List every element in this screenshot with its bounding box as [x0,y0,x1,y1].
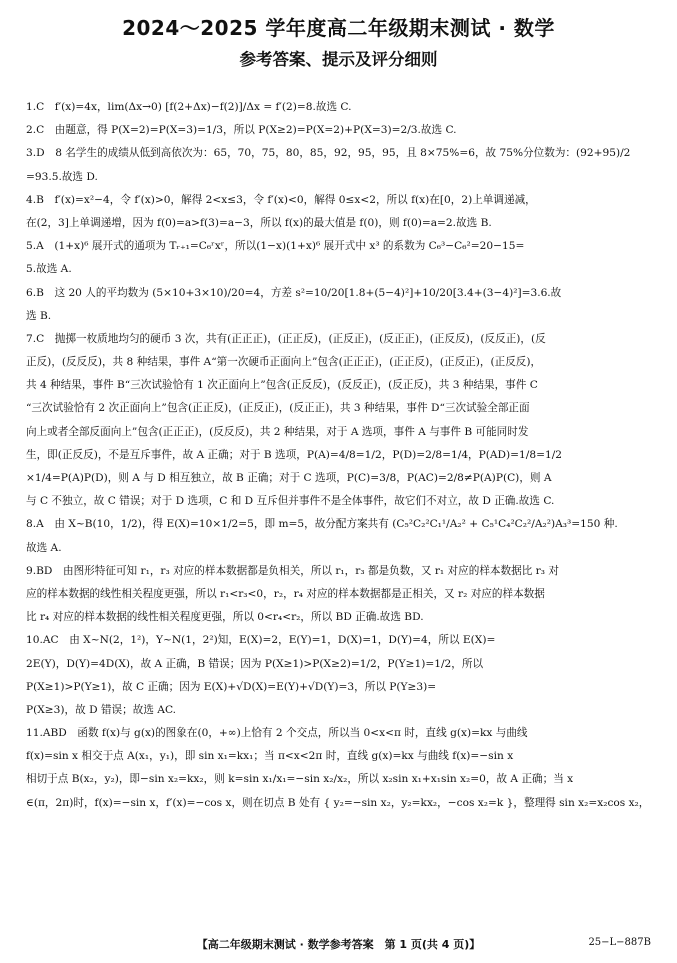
answer-line: 5.A (1+x)⁶ 展开式的通项为 Tᵣ₊₁=C₆ʳxʳ，所以(1−x)(1+x)⁶ 展开式中 x³ 的系数为 C₆³−C₆²=20−15= [26,240,525,253]
page-subtitle: 参考答案、提示及评分细则 [239,50,438,69]
answer-line: 7.C 抛掷一枚质地均匀的硬币 3 次，共有(正正正)，(正正反)，(正反正)，(反正正)，(正反反)，(反反正)，(反 [26,332,546,345]
answer-line: 应的样本数据的线性相关程度更强，所以 r₁<r₃<0，r₂，r₄ 对应的样本数据都是正相关，又 r₂ 对应的样本数据 [26,587,545,600]
answer-body [26,96,656,849]
page-footer: 【高二年级期末测试 · 数学参考答案 第 1 页(共 4 页)】 [196,938,481,951]
answer-line: P(X≥1)>P(Y≥1)，故 C 正确；因为 E(X)+√D(X)=E(Y)+√D(Y)=3，所以 P(Y≥3)= [26,680,437,693]
answer-line: 正反)，(反反反)，共 8 种结果，事件 A“第一次硬币正面向上”包含(正正正)，(正正反)，(正反正)，(正反反)， [26,356,542,369]
answer-line: 8.A 由 X~B(10，1/2)，得 E(X)=10×1/2=5，即 m=5，故分配方案共有 (C₅²C₂²C₁¹/A₂² + C₅¹C₄²C₂²/A₂²)A₃³=150 种. [26,518,618,531]
answer-line: 9.BD 由图形特征可知 r₁，r₃ 对应的样本数据都是负相关，所以 r₁，r₃ 都是负数，又 r₁ 对应的样本数据比 r₃ 对 [26,564,559,577]
answer-line: P(X≥3)，故 D 错误；故选 AC. [26,703,177,716]
answer-line: 比 r₄ 对应的样本数据的线性相关程度更强，所以 0<r₄<r₂，所以 BD 正确.故选 BD. [26,611,424,624]
answer-line: =93.5.故选 D. [26,170,98,183]
answer-line: 10.AC 由 X~N(2，1²)，Y~N(1，2²)知，E(X)=2，E(Y)=1，D(X)=1，D(Y)=4，所以 E(X)= [26,634,496,647]
answer-line: 2.C 由题意，得 P(X=2)=P(X=3)=1/3，所以 P(X≥2)=P(X=2)+P(X=3)=2/3.故选 C. [26,124,457,137]
answer-line: 6.B 这 20 人的平均数为 (5×10+3×10)/20=4，方差 s²=10/20[1.8+(5−4)²]+10/20[3.4+(3−4)²]=3.6.故 [26,286,562,299]
answer-line: 2E(Y)，D(Y)=4D(X)，故 A 正确，B 错误；因为 P(X≥1)>P(X≥2)=1/2，P(Y≥1)=1/2，所以 [26,657,484,670]
answer-line: ×1/4=P(A)P(D)，则 A 与 D 相互独立，故 B 正确；对于 C 选项，P(C)=3/8，P(AC)=2/8≠P(A)P(C)，则 A [26,472,552,484]
answer-line: f(x)=sin x 相交于点 A(x₁，y₁)，即 sin x₁=kx₁；当 π<x<2π 时，直线 g(x)=kx 与曲线 f(x)=−sin x [26,750,514,763]
answer-line: 向上或者全部反面向上”包含(正正正)，(反反反)，共 2 种结果，对于 A 选项，事件 A 与事件 B 可能同时发 [26,425,529,438]
answer-line: ∈(π，2π)时，f(x)=−sin x，f′(x)=−cos x，则在切点 B 处有 { y₂=−sin x₂，y₂=kx₂，−cos x₂=k }，整理得 sin x₂=x₂cos x₂， [26,796,650,809]
answer-line: 1.C f′(x)=4x，lim(Δx→0) [f(2+Δx)−f(2)]/Δx = f′(2)=8.故选 C. [26,101,352,113]
answer-line: 选 B. [26,309,52,322]
answer-line: 故选 A. [26,541,62,554]
page-title: 2024～2025 学年度高二年级期末测试 · 数学 [122,16,555,40]
answer-line: 11.ABD 函数 f(x)与 g(x)的图象在(0，+∞)上恰有 2 个交点，所以当 0<x<π 时，直线 g(x)=kx 与曲线 [26,727,528,740]
answer-line: 3.D 8 名学生的成绩从低到高依次为：65，70，75，80，85，92，95，95，且 8×75%=6，故 75%分位数为：(92+95)/2 [26,147,631,160]
answer-line: 生，即(正反反)，不是互斥事件，故 A 正确；对于 B 选项，P(A)=4/8=1/2，P(D)=2/8=1/4，P(AD)=1/8=1/2 [26,448,563,461]
answer-line [26,815,656,849]
answer-line: 共 4 种结果，事件 B“三次试验恰有 1 次正面向上”包含(正反反)，(反反正)，(反正反)，共 3 种结果，事件 C [26,379,538,392]
answer-line: 相切于点 B(x₂，y₂)，即−sin x₂=kx₂，则 k=sin x₁/x₁=−sin x₂/x₂，所以 x₂sin x₁+x₁sin x₂=0，故 A 正确；当 x [26,773,574,786]
answer-line: 5.故选 A. [26,263,72,276]
answer-line: 4.B f′(x)=x²−4，令 f′(x)>0，解得 2<x≤3，令 f′(x)<0，解得 0≤x<2，所以 f(x)在[0，2)上单调递减， [26,193,536,206]
document-code: 25−L−887B [588,937,651,948]
answer-line: 在(2，3]上单调递增，因为 f(0)=a>f(3)=a−3，所以 f(x)的最大值是 f(0)，则 f(0)=a=2.故选 B. [26,216,492,229]
answer-line: 与 C 不独立，故 C 错误；对于 D 选项，C 和 D 互斥但并事件不是全体事件，故它们不对立，故 D 正确.故选 C. [26,495,555,508]
answer-line: “三次试验恰有 2 次正面向上”包含(正正反)，(正反正)，(反正正)，共 3 种结果，事件 D“三次试验全部正面 [26,402,530,415]
